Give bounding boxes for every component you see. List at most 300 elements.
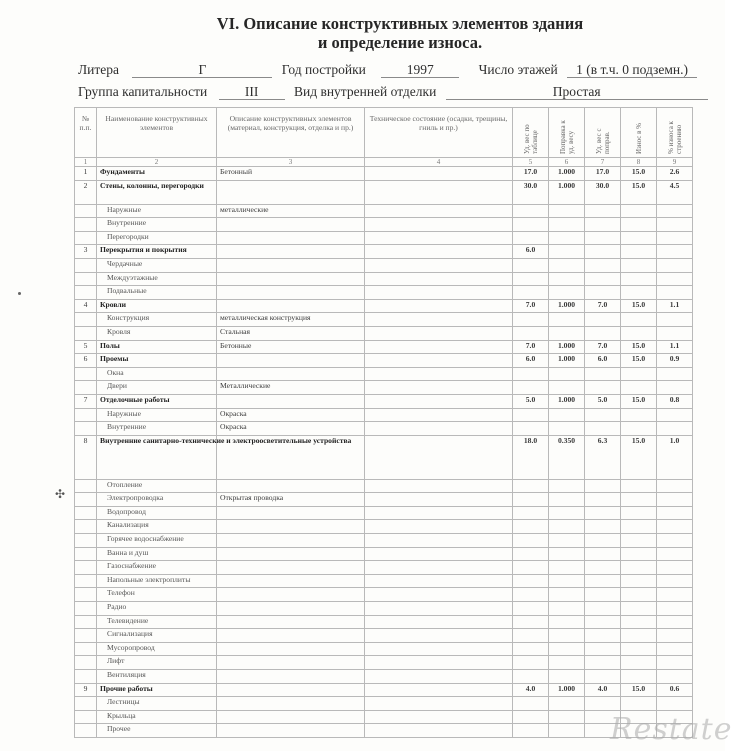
- header-correction-text: Поправка к уд. весу: [558, 120, 575, 154]
- value-k: [549, 547, 585, 561]
- value-pct: [657, 408, 693, 422]
- element-name: Наружные: [97, 204, 217, 218]
- value-pct: [657, 381, 693, 395]
- value-k: [549, 218, 585, 232]
- value-w: 6.0: [513, 245, 549, 259]
- element-name: Кровля: [97, 326, 217, 340]
- row-number: [75, 313, 97, 327]
- value-iz: [621, 479, 657, 493]
- header-wear: [621, 108, 657, 158]
- table-row: [75, 408, 693, 422]
- element-description: [217, 642, 365, 656]
- value-k: [549, 642, 585, 656]
- row-number: [75, 272, 97, 286]
- element-description: [217, 245, 365, 259]
- row-number: [75, 642, 97, 656]
- element-description: [217, 180, 365, 204]
- value-iz: [621, 506, 657, 520]
- value-w: [513, 367, 549, 381]
- header-wear-building: [657, 108, 693, 158]
- header-num: № п.п.: [75, 108, 97, 158]
- element-name: Внутренние санитарно-технические и электроосветительные устройства: [97, 435, 217, 479]
- value-k: [549, 258, 585, 272]
- value-wc: 4.0: [585, 683, 621, 697]
- element-description: [217, 724, 365, 738]
- element-name: Конструкция: [97, 313, 217, 327]
- value-wc: [585, 367, 621, 381]
- row-number: 5: [75, 340, 97, 354]
- value-k: 1.000: [549, 299, 585, 313]
- value-w: [513, 506, 549, 520]
- value-pct: [657, 547, 693, 561]
- column-number: 8: [621, 158, 657, 167]
- value-iz: [621, 258, 657, 272]
- row-number: [75, 367, 97, 381]
- element-name: Подвальные: [97, 286, 217, 300]
- value-iz: [621, 602, 657, 616]
- value-pct: [657, 642, 693, 656]
- value-wc: [585, 231, 621, 245]
- element-condition: [365, 340, 513, 354]
- element-condition: [365, 710, 513, 724]
- table-row: [75, 272, 693, 286]
- value-wc: [585, 588, 621, 602]
- elements-table: [74, 107, 693, 738]
- row-number: [75, 204, 97, 218]
- table-row: [75, 602, 693, 616]
- value-iz: [621, 326, 657, 340]
- element-condition: [365, 313, 513, 327]
- row-number: 8: [75, 435, 97, 479]
- header-weight-text: Уд. вес по таблице: [522, 124, 539, 154]
- meta-row-1: [78, 62, 697, 78]
- value-w: [513, 615, 549, 629]
- value-wc: [585, 574, 621, 588]
- row-number: [75, 615, 97, 629]
- element-description: Бетонные: [217, 340, 365, 354]
- element-description: Бетонный: [217, 167, 365, 181]
- row-number: 4: [75, 299, 97, 313]
- column-number: 3: [217, 158, 365, 167]
- column-number: 9: [657, 158, 693, 167]
- value-iz: 15.0: [621, 299, 657, 313]
- row-number: 2: [75, 180, 97, 204]
- element-description: [217, 258, 365, 272]
- value-wc: [585, 615, 621, 629]
- value-pct: [657, 561, 693, 575]
- value-iz: [621, 204, 657, 218]
- element-condition: [365, 561, 513, 575]
- value-w: [513, 602, 549, 616]
- value-w: [513, 724, 549, 738]
- value-k: [549, 615, 585, 629]
- value-w: 5.0: [513, 394, 549, 408]
- value-pct: [657, 615, 693, 629]
- value-iz: 15.0: [621, 394, 657, 408]
- document-title: [140, 14, 660, 52]
- row-number: [75, 697, 97, 711]
- element-condition: [365, 520, 513, 534]
- value-k: 1.000: [549, 354, 585, 368]
- value-wc: [585, 629, 621, 643]
- table-row: [75, 258, 693, 272]
- row-number: [75, 381, 97, 395]
- value-wc: [585, 245, 621, 259]
- value-wc: [585, 381, 621, 395]
- element-name: Напольные электроплиты: [97, 574, 217, 588]
- row-number: 7: [75, 394, 97, 408]
- element-name: Перекрытия и покрытия: [97, 245, 217, 259]
- value-k: [549, 629, 585, 643]
- value-wc: 6.0: [585, 354, 621, 368]
- element-condition: [365, 381, 513, 395]
- value-pct: [657, 218, 693, 232]
- table-row: [75, 547, 693, 561]
- element-condition: [365, 408, 513, 422]
- section-row: [75, 683, 693, 697]
- section-row: [75, 245, 693, 259]
- litera-label: Литера: [78, 62, 120, 77]
- value-w: [513, 520, 549, 534]
- value-k: [549, 286, 585, 300]
- element-name: Вентиляция: [97, 670, 217, 684]
- value-w: [513, 670, 549, 684]
- element-description: [217, 272, 365, 286]
- table-row: [75, 367, 693, 381]
- value-wc: [585, 204, 621, 218]
- element-description: [217, 574, 365, 588]
- table-row: [75, 506, 693, 520]
- value-w: 4.0: [513, 683, 549, 697]
- row-number: 3: [75, 245, 97, 259]
- value-k: [549, 245, 585, 259]
- value-pct: 0.8: [657, 394, 693, 408]
- element-name: Сигнализация: [97, 629, 217, 643]
- element-condition: [365, 493, 513, 507]
- element-condition: [365, 435, 513, 479]
- value-w: [513, 534, 549, 548]
- element-condition: [365, 724, 513, 738]
- value-w: [513, 479, 549, 493]
- header-row: [75, 108, 693, 158]
- value-k: 1.000: [549, 683, 585, 697]
- value-pct: 1.1: [657, 340, 693, 354]
- value-iz: [621, 286, 657, 300]
- value-w: [513, 286, 549, 300]
- element-name: Газоснабжение: [97, 561, 217, 575]
- element-description: [217, 710, 365, 724]
- value-wc: [585, 218, 621, 232]
- element-name: Крыльца: [97, 710, 217, 724]
- value-pct: [657, 272, 693, 286]
- value-wc: [585, 534, 621, 548]
- value-k: [549, 534, 585, 548]
- value-k: [549, 697, 585, 711]
- litera-value: Г: [132, 62, 272, 78]
- column-number: 6: [549, 158, 585, 167]
- value-k: [549, 561, 585, 575]
- element-name: Телевидение: [97, 615, 217, 629]
- element-name: Отопление: [97, 479, 217, 493]
- value-iz: 15.0: [621, 180, 657, 204]
- element-name: Горячее водоснабжение: [97, 534, 217, 548]
- value-k: [549, 231, 585, 245]
- value-iz: [621, 561, 657, 575]
- element-name: Водопровод: [97, 506, 217, 520]
- element-name: Телефон: [97, 588, 217, 602]
- column-number: 1: [75, 158, 97, 167]
- value-iz: [621, 408, 657, 422]
- finish-value: Простая: [446, 84, 708, 100]
- value-k: [549, 479, 585, 493]
- element-condition: [365, 286, 513, 300]
- value-iz: [621, 534, 657, 548]
- value-pct: [657, 313, 693, 327]
- value-k: 1.000: [549, 167, 585, 181]
- value-iz: [621, 493, 657, 507]
- value-w: 18.0: [513, 435, 549, 479]
- value-w: [513, 493, 549, 507]
- value-pct: [657, 326, 693, 340]
- value-wc: [585, 520, 621, 534]
- value-k: [549, 422, 585, 436]
- value-iz: [621, 642, 657, 656]
- value-w: [513, 574, 549, 588]
- value-wc: [585, 479, 621, 493]
- value-iz: [621, 588, 657, 602]
- element-name: Внутренние: [97, 218, 217, 232]
- row-number: [75, 724, 97, 738]
- element-condition: [365, 670, 513, 684]
- element-description: [217, 286, 365, 300]
- element-condition: [365, 245, 513, 259]
- element-name: Междуэтажные: [97, 272, 217, 286]
- value-k: [549, 204, 585, 218]
- row-number: [75, 629, 97, 643]
- scan-speck: [18, 292, 21, 295]
- value-k: [549, 602, 585, 616]
- element-description: [217, 534, 365, 548]
- element-description: [217, 520, 365, 534]
- element-condition: [365, 231, 513, 245]
- value-pct: [657, 493, 693, 507]
- row-number: [75, 588, 97, 602]
- value-wc: 7.0: [585, 299, 621, 313]
- column-number: 7: [585, 158, 621, 167]
- section-row: [75, 340, 693, 354]
- value-w: [513, 547, 549, 561]
- element-condition: [365, 180, 513, 204]
- value-k: [549, 520, 585, 534]
- table-row: [75, 381, 693, 395]
- element-condition: [365, 629, 513, 643]
- element-condition: [365, 602, 513, 616]
- value-k: [549, 656, 585, 670]
- value-iz: 15.0: [621, 340, 657, 354]
- table-body: [75, 167, 693, 738]
- element-description: Окраска: [217, 408, 365, 422]
- element-condition: [365, 642, 513, 656]
- value-wc: [585, 258, 621, 272]
- row-number: [75, 479, 97, 493]
- element-description: Открытая проводка: [217, 493, 365, 507]
- element-name: Прочие работы: [97, 683, 217, 697]
- element-condition: [365, 299, 513, 313]
- element-condition: [365, 615, 513, 629]
- value-w: [513, 258, 549, 272]
- table-row: [75, 204, 693, 218]
- element-condition: [365, 167, 513, 181]
- group-value: III: [219, 84, 285, 100]
- section-row: [75, 167, 693, 181]
- value-iz: [621, 547, 657, 561]
- element-condition: [365, 326, 513, 340]
- header-condition: Техническое состояние (осадки, трещины, гниль и пр.): [365, 108, 513, 158]
- row-number: [75, 574, 97, 588]
- value-iz: [621, 422, 657, 436]
- value-wc: [585, 642, 621, 656]
- value-pct: [657, 367, 693, 381]
- floors-value: 1 (в т.ч. 0 подземн.): [567, 62, 697, 78]
- value-iz: 15.0: [621, 435, 657, 479]
- value-k: [549, 670, 585, 684]
- element-name: Лифт: [97, 656, 217, 670]
- table-row: [75, 479, 693, 493]
- table-row: [75, 561, 693, 575]
- table-row: [75, 642, 693, 656]
- row-number: [75, 326, 97, 340]
- element-description: [217, 615, 365, 629]
- finish-label: Вид внутренней отделки: [293, 84, 437, 99]
- row-number: [75, 561, 97, 575]
- table-row: [75, 574, 693, 588]
- element-description: [217, 231, 365, 245]
- element-description: [217, 683, 365, 697]
- value-w: [513, 710, 549, 724]
- element-description: [217, 367, 365, 381]
- table-row: [75, 697, 693, 711]
- value-wc: [585, 272, 621, 286]
- value-iz: [621, 574, 657, 588]
- element-description: [217, 394, 365, 408]
- scan-mark: ✣: [55, 487, 66, 501]
- value-k: [549, 574, 585, 588]
- element-description: [217, 354, 365, 368]
- row-number: [75, 422, 97, 436]
- value-iz: [621, 218, 657, 232]
- value-wc: [585, 286, 621, 300]
- element-condition: [365, 534, 513, 548]
- row-number: [75, 408, 97, 422]
- element-description: [217, 629, 365, 643]
- value-iz: 15.0: [621, 683, 657, 697]
- element-condition: [365, 588, 513, 602]
- value-iz: 15.0: [621, 167, 657, 181]
- value-wc: [585, 656, 621, 670]
- table-row: [75, 629, 693, 643]
- header-weight-corrected: [585, 108, 621, 158]
- value-wc: [585, 493, 621, 507]
- value-iz: 15.0: [621, 354, 657, 368]
- value-wc: 17.0: [585, 167, 621, 181]
- value-k: [549, 381, 585, 395]
- value-k: 0.350: [549, 435, 585, 479]
- row-number: 6: [75, 354, 97, 368]
- value-wc: [585, 561, 621, 575]
- section-row: [75, 394, 693, 408]
- value-w: 6.0: [513, 354, 549, 368]
- column-number: 5: [513, 158, 549, 167]
- value-wc: [585, 313, 621, 327]
- table-row: [75, 326, 693, 340]
- header-weight: [513, 108, 549, 158]
- value-k: [549, 588, 585, 602]
- value-iz: [621, 697, 657, 711]
- value-iz: [621, 231, 657, 245]
- value-pct: [657, 697, 693, 711]
- element-description: [217, 479, 365, 493]
- value-iz: [621, 656, 657, 670]
- value-pct: 4.5: [657, 180, 693, 204]
- value-w: 17.0: [513, 167, 549, 181]
- header-weight-corrected-text: Уд. вес с поправ.: [594, 128, 611, 154]
- value-w: [513, 313, 549, 327]
- floors-label: Число этажей: [478, 62, 558, 77]
- element-name: Внутренние: [97, 422, 217, 436]
- row-number: [75, 710, 97, 724]
- row-number: [75, 670, 97, 684]
- table-row: [75, 313, 693, 327]
- table-row: [75, 615, 693, 629]
- element-condition: [365, 697, 513, 711]
- element-condition: [365, 479, 513, 493]
- title-line-1: VI. Описание конструктивных элементов здания: [216, 14, 584, 33]
- value-wc: 30.0: [585, 180, 621, 204]
- value-wc: [585, 697, 621, 711]
- row-number: [75, 534, 97, 548]
- table-row: [75, 588, 693, 602]
- element-condition: [365, 272, 513, 286]
- value-k: [549, 326, 585, 340]
- value-iz: [621, 367, 657, 381]
- value-w: [513, 656, 549, 670]
- value-wc: [585, 670, 621, 684]
- column-number-row: [75, 158, 693, 167]
- element-condition: [365, 354, 513, 368]
- value-wc: [585, 506, 621, 520]
- element-description: [217, 561, 365, 575]
- value-k: 1.000: [549, 180, 585, 204]
- value-w: [513, 204, 549, 218]
- value-wc: [585, 422, 621, 436]
- column-number: 4: [365, 158, 513, 167]
- value-w: [513, 629, 549, 643]
- value-pct: [657, 656, 693, 670]
- element-name: Окна: [97, 367, 217, 381]
- element-name: Лестницы: [97, 697, 217, 711]
- element-name: Чердачные: [97, 258, 217, 272]
- value-w: 30.0: [513, 180, 549, 204]
- element-condition: [365, 422, 513, 436]
- value-iz: [621, 670, 657, 684]
- value-k: 1.000: [549, 340, 585, 354]
- row-number: [75, 520, 97, 534]
- value-wc: 5.0: [585, 394, 621, 408]
- element-condition: [365, 574, 513, 588]
- element-name: Наружные: [97, 408, 217, 422]
- value-w: 7.0: [513, 340, 549, 354]
- value-w: 7.0: [513, 299, 549, 313]
